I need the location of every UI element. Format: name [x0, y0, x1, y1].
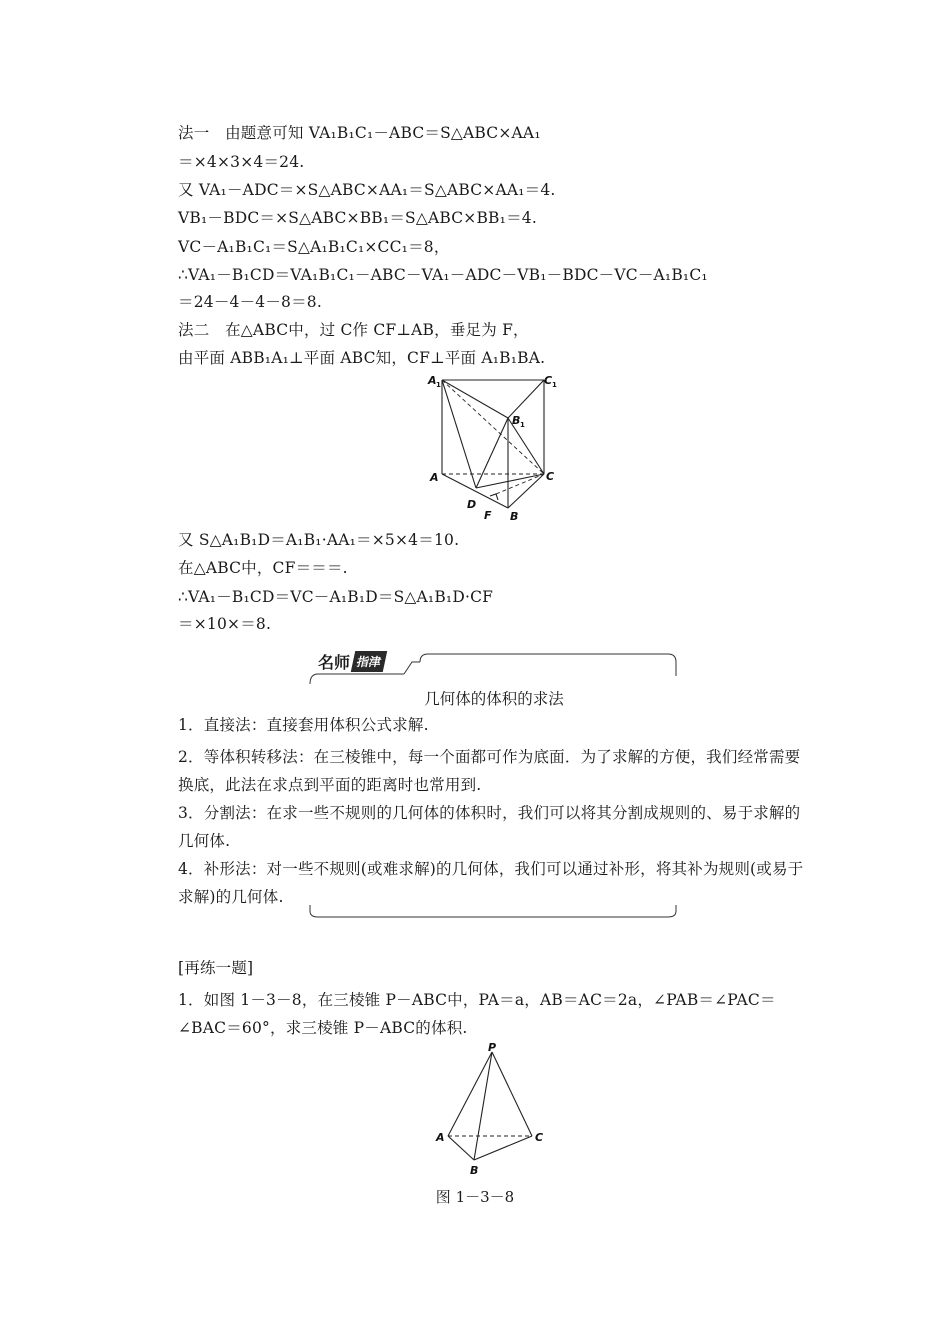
- banner-tag-text: 名师: [318, 652, 351, 672]
- banner-frame-bottom: [308, 905, 678, 921]
- solution-line: 由平面 ABB₁A₁⊥平面 ABC知，CF⊥平面 A₁B₁BA.: [178, 349, 546, 367]
- practice-problem: 1．如图 1－3－8，在三棱锥 P－ABC中，PA＝a，AB＝AC＝2a，∠PAB＝∠PAC＝∠BAC＝60°，求三棱锥 P－ABC的体积.: [178, 991, 776, 1037]
- solution-line: ＝×10×＝8.: [178, 615, 272, 633]
- label-c: C: [535, 1131, 544, 1144]
- solution-line: 法一 由题意可知 VA₁B₁C₁－ABC＝S△ABC×AA₁: [178, 124, 541, 142]
- label-c1: C: [544, 374, 553, 387]
- solution-line: ＝×4×3×4＝24.: [178, 153, 305, 171]
- label-p: P: [488, 1041, 497, 1054]
- solution-line: 又 S△A₁B₁D＝A₁B₁·AA₁＝×5×4＝10.: [178, 531, 460, 549]
- solution-line: 又 VA₁－ADC＝×S△ABC×AA₁＝S△ABC×AA₁＝4.: [178, 181, 556, 199]
- method-item: 4．补形法：对一些不规则(或难求解)的几何体，我们可以通过补形，将其补为规则(或易于求解)的几何体.: [178, 860, 804, 906]
- banner-title: 几何体的体积的求法: [424, 690, 564, 708]
- label-sub: 1: [552, 381, 557, 389]
- method-item: 2．等体积转移法：在三棱锥中，每一个面都可作为底面．为了求解的方便，我们经常需要换底，此法在求点到平面的距离时也常用到.: [178, 748, 801, 794]
- banner-tag-dark: 指津: [351, 651, 387, 672]
- solution-line: 法二 在△ABC中，过 C作 CF⊥AB，垂足为 F，: [178, 321, 529, 339]
- label-a1: A: [428, 374, 437, 387]
- label-b1: B: [512, 414, 521, 427]
- label-sub: 1: [436, 381, 441, 389]
- solution-line: 在△ABC中，CF＝＝＝.: [178, 559, 348, 577]
- solution-line: ∴VA₁－B₁CD＝VA₁B₁C₁－ABC－VA₁－ADC－VB₁－BDC－VC－A₁B₁C₁: [178, 266, 708, 284]
- label-d: D: [467, 498, 477, 511]
- solution-line: VC－A₁B₁C₁＝S△A₁B₁C₁×CC₁＝8，: [178, 238, 450, 256]
- tetrahedron-figure: [430, 1040, 550, 1180]
- banner-tag: [318, 650, 385, 672]
- tip-banner: [308, 646, 678, 686]
- label-a: A: [436, 1131, 445, 1144]
- label-b: B: [510, 510, 519, 523]
- figure-caption: 图 1－3－8: [435, 1188, 515, 1206]
- solution-line: ∴VA₁－B₁CD＝VC－A₁B₁D＝S△A₁B₁D·CF: [178, 588, 494, 606]
- prism-figure: [420, 370, 570, 526]
- method-item: 3．分割法：在求一些不规则的几何体的体积时，我们可以将其分割成规则的、易于求解的几何体.: [178, 804, 801, 850]
- label-f: F: [484, 509, 492, 522]
- practice-heading: [再练一题]: [178, 959, 254, 977]
- solution-line: VB₁－BDC＝×S△ABC×BB₁＝S△ABC×BB₁＝4.: [178, 209, 537, 227]
- solution-line: ＝24－4－4－8＝8.: [178, 293, 322, 311]
- method-item: 1．直接法：直接套用体积公式求解.: [178, 716, 429, 734]
- label-c: C: [546, 470, 555, 483]
- label-a: A: [430, 471, 439, 484]
- label-b: B: [470, 1164, 479, 1177]
- label-sub: 1: [520, 421, 525, 429]
